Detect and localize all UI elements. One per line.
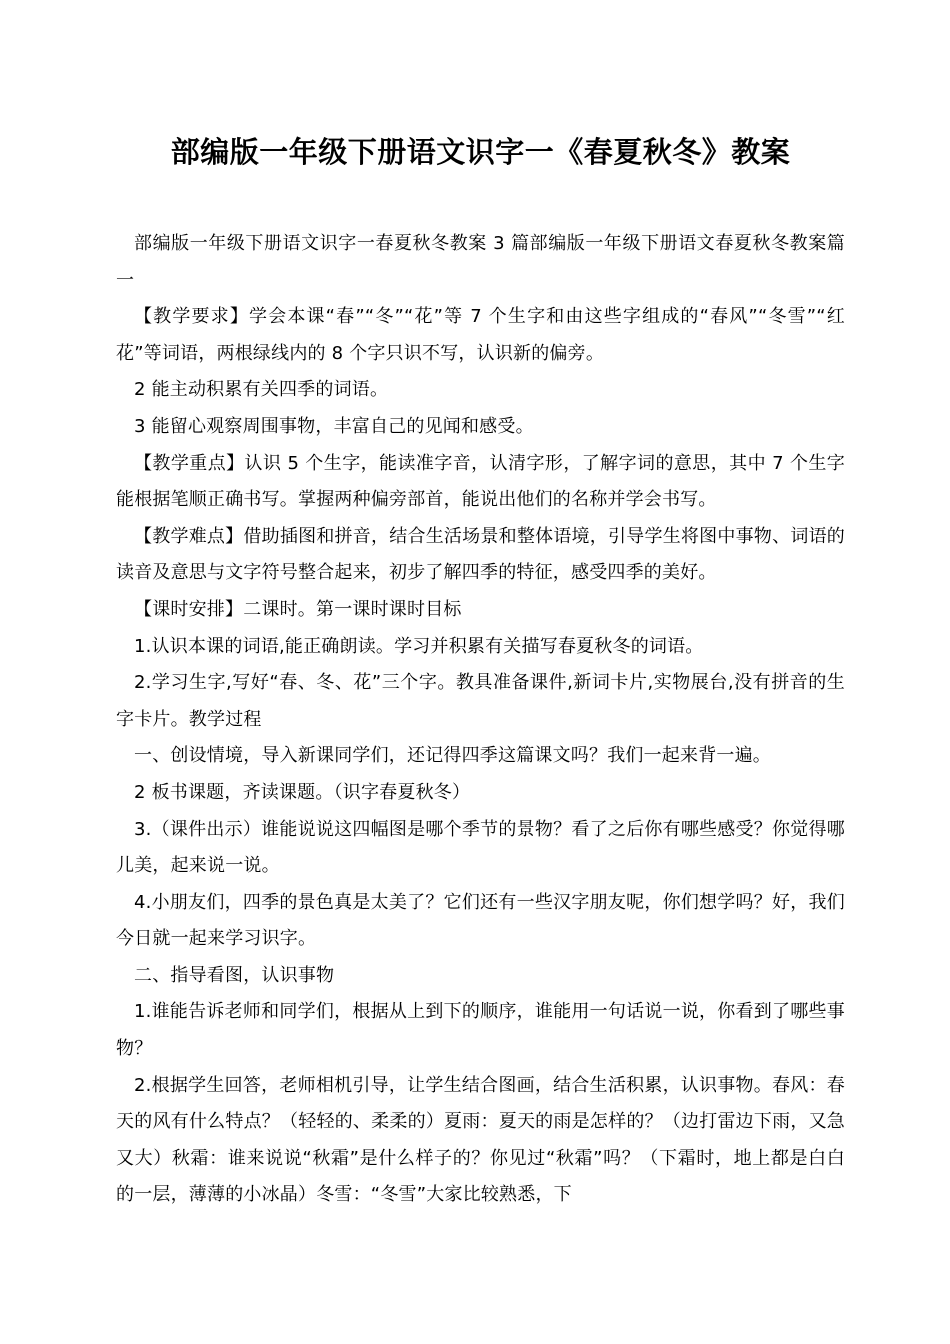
paragraph-requirement-3: 3 能留心观察周围事物，丰富自己的见闻和感受。 [134, 415, 534, 437]
paragraph-teaching-difficulty: 【教学难点】借助插图和拼音，结合生活场景和整体语境，引导学生将图中事物、词语的读音及意思与文字符号整合起来，初步了解四季的特征，感受四季的美好。 [116, 525, 845, 584]
document-body [116, 226, 845, 1214]
paragraph-section-2-heading: 二、指导看图，认识事物 [134, 964, 335, 986]
paragraph-goal-2: 2.学习生字,写好“春、冬、花”三个字。教具准备课件,新词卡片,实物展台,没有拼音的生字卡片。教学过程 [116, 672, 845, 730]
document-title: 部编版一年级下册语文识字一《春夏秋冬》教案 [170, 135, 791, 169]
paragraph-step-2: 2 板书课题，齐读课题。（识字春夏秋冬） [134, 781, 471, 803]
paragraph-teaching-focus: 【教学重点】认识 5 个生字，能读准字音，认清字形，了解字词的意思，其中 7 个生字能根据笔顺正确书写。掌握两种偏旁部首，能说出他们的名称并学会书写。 [116, 452, 845, 511]
paragraph-class-schedule: 【课时安排】二课时。第一课时课时目标 [134, 598, 462, 620]
paragraph-teaching-requirements: 【教学要求】学会本课“春”“冬”“花”等 7 个生字和由这些字组成的“春风”“冬雪”“红花”等词语，两根绿线内的 8 个字只识不写，认识新的偏旁。 [116, 306, 845, 364]
paragraph-requirement-2: 2 能主动积累有关四季的词语。 [134, 379, 389, 401]
paragraph-goal-1: 1.认识本课的词语,能正确朗读。学习并积累有关描写春夏秋冬的词语。 [134, 635, 704, 657]
paragraph-intro: 部编版一年级下册语文识字一春夏秋冬教案 3 篇部编版一年级下册语文春夏秋冬教案篇一 [116, 233, 845, 291]
paragraph-section-2-step-1: 1.谁能告诉老师和同学们，根据从上到下的顺序，谁能用一句话说一说，你看到了哪些事物？ [116, 1001, 845, 1060]
paragraph-step-4: 4.小朋友们，四季的景色真是太美了？它们还有一些汉字朋友呢，你们想学吗？好，我们今日就一起来学习识字。 [116, 891, 845, 950]
paragraph-section-2-step-2: 2.根据学生回答，老师相机引导，让学生结合图画，结合生活积累，认识事物。春风：春天的风有什么特点？（轻轻的、柔柔的）夏雨：夏天的雨是怎样的？（边打雷边下雨，又急又大）秋霜：谁来说说“秋霜”是什么样子的？你见过“秋霜”吗？（下霜时，地上都是白白的一层，薄薄的小冰晶）冬雪：“冬雪”大家比较熟悉，下 [116, 1074, 845, 1206]
paragraph-section-1-heading: 一、创设情境，导入新课同学们，还记得四季这篇课文吗？我们一起来背一遍。 [134, 745, 771, 767]
paragraph-step-3: 3.（课件出示）谁能说说这四幅图是哪个季节的景物？看了之后你有哪些感受？你觉得哪儿美，起来说一说。 [116, 818, 845, 877]
